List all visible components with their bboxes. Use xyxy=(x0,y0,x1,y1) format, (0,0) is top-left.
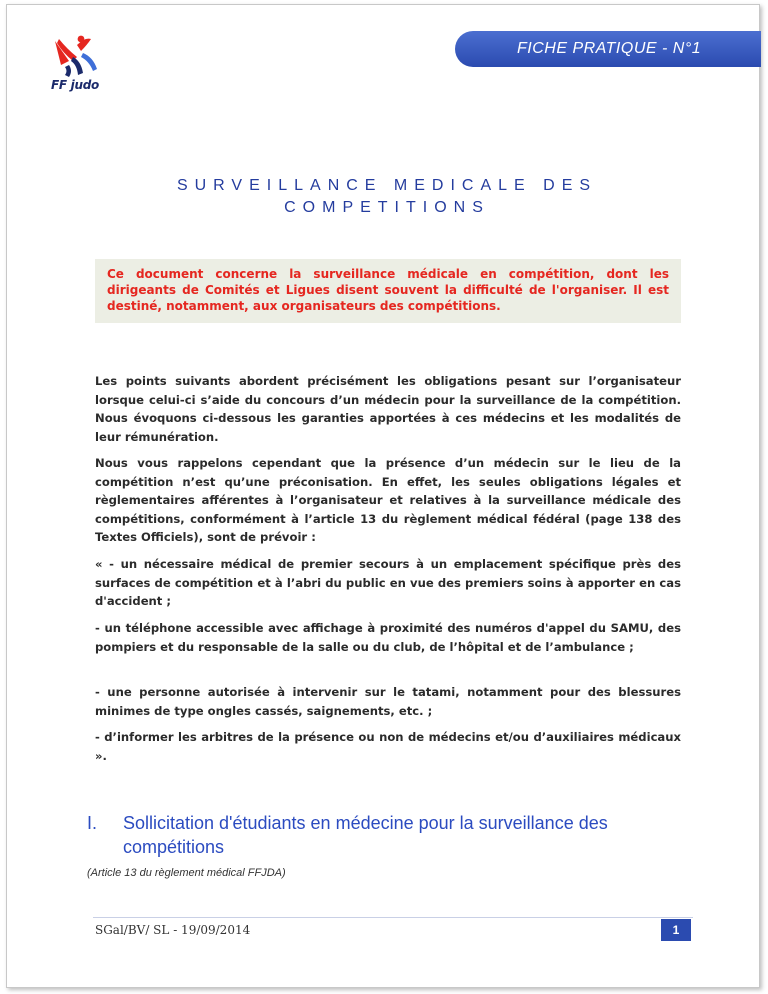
section-heading: Sollicitation d'étudiants en médecine pour la surveillance des compétitions xyxy=(123,813,608,857)
intro-callout xyxy=(95,259,681,323)
document-page xyxy=(6,4,760,988)
fiche-pratique-label: FICHE PRATIQUE - N°1 xyxy=(517,40,702,57)
intro-text: Ce document concerne la surveillance médicale en compétition, dont les dirigeants de Comités et Ligues disent souvent la difficulté de l'organiser. Il est destiné, notamment, aux organisateurs des compétitions. xyxy=(107,267,669,313)
document-title xyxy=(137,175,637,219)
footer-divider xyxy=(93,917,693,918)
title-line-2: COMPETITIONS xyxy=(284,199,490,216)
section-number: I. xyxy=(87,813,98,833)
logo-text: FF judo xyxy=(51,78,99,92)
footer-reference: SGal/BV/ SL - 19/09/2014 xyxy=(95,923,251,937)
title-line-1: SURVEILLANCE MEDICALE DES xyxy=(176,177,598,194)
page-number-badge: 1 xyxy=(661,919,691,941)
paragraph-6: - d’informer les arbitres de la présence ou non de médecins et/ou d’auxiliaires médicaux ». xyxy=(95,730,681,763)
section-subtitle: (Article 13 du règlement médical FFJDA) xyxy=(87,867,286,879)
header-underline xyxy=(481,65,761,67)
paragraph-5: - une personne autorisée à intervenir sur le tatami, notamment pour des blessures minimes de type ongles cassés, saignements, etc. ; xyxy=(95,685,681,718)
paragraph-1: Les points suivants abordent précisément les obligations pesant sur l’organisateur lorsque celui-ci s’aide du concours d’un médecin pour la surveillance de la compétition. Nous évoquons ci-dessous les garanties apportées à ces médecins et les modalités de leur rémunération. xyxy=(95,374,681,444)
paragraph-4: - un téléphone accessible avec affichage à proximité des numéros d'appel du SAMU, des pompiers et du responsable de la salle ou du club, de l’hôpital et de l’ambulance ; xyxy=(95,621,681,654)
fiche-pratique-tab xyxy=(455,31,761,67)
paragraph-3: « - un nécessaire médical de premier secours à un emplacement spécifique près des surfaces de compétition et à l’abri du public en vue des premiers soins à apporter en cas d'accident ; xyxy=(95,557,681,608)
paragraph-2: Nous vous rappelons cependant que la présence d’un médecin sur le lieu de la compétition n’est qu’une préconisation. En effet, les seules obligations légales et règlementaires afférentes à l’organisateur et relatives à la surveillance médicale des compétitions, conformément à l’article 13 du règlement médical fédéral (page 138 des Textes Officiels), sont de prévoir : xyxy=(95,456,681,544)
